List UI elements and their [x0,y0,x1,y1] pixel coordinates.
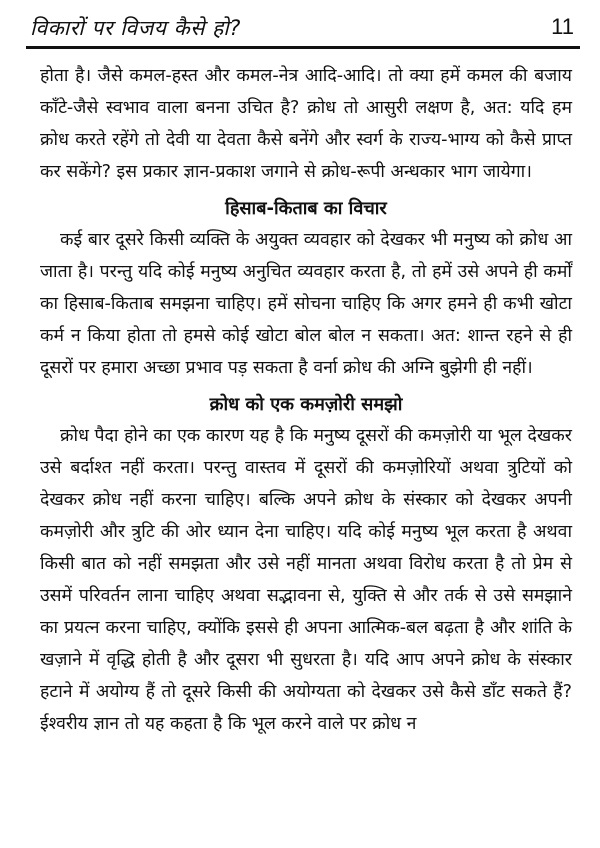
section-heading-hisab-kitab: हिसाब-किताब का विचार [225,198,387,219]
running-header [26,12,578,48]
paragraph-continuation: होता है। जैसे कमल-हस्त और कमल-नेत्र आदि-आदि। तो क्या हमें कमल की बजाय काँटे-जैसे स्वभाव वाला बनना उचित है? क्रोध तो आसुरी लक्षण है, अत: यदि हम क्रोध करते रहेंगे तो देवी या देवता कैसे बनेंगे और स्वर्ग के राज्य-भाग्य को कैसे प्राप्त कर सकेंगे? इस प्रकार ज्ञान-प्रकाश जगाने से क्रोध-रूपी अन्धकार भाग जायेगा। [40,66,572,182]
paragraph-hisab-kitab: कई बार दूसरे किसी व्यक्ति के अयुक्त व्यवहार को देखकर भी मनुष्य को क्रोध आ जाता है। परन्तु यदि कोई मनुष्य अनुचित व्यवहार करता है, तो हमें उसे अपने ही कर्मों का हिसाब-किताब समझना चाहिए। हमें सोचना चाहिए कि अगर हमने ही कभी खोटा कर्म न किया होता तो हमसे कोई खोटा बोल बोल न सकता। अत: शान्त रहने से ही दूसरों पर हमारा अच्छा प्रभाव पड़ सकता है वर्ना क्रोध की अग्नि बुझेगी ही नहीं। [40,230,572,378]
page-body [40,60,572,740]
header-divider [26,46,580,49]
paragraph-krodh-kamzori: क्रोध पैदा होने का एक कारण यह है कि मनुष्य दूसरों की कमज़ोरी या भूल देखकर उसे बर्दाश्त नहीं करता। परन्तु वास्तव में दूसरों की कमज़ोरियों अथवा त्रुटियों को देखकर क्रोध नहीं करना चाहिए। बल्कि अपने क्रोध के संस्कार को देखकर अपनी कमज़ोरी और त्रुटि की ओर ध्यान देना चाहिए। यदि कोई मनुष्य भूल करता है अथवा किसी बात को नहीं समझता और उसे नहीं मानता अथवा विरोध करता है तो प्रेम से उसमें परिवर्तन लाना चाहिए अथवा सद्भावना से, युक्ति से और तर्क से उसे समझाने का प्रयत्न करना चाहिए, क्योंकि इससे ही अपना आत्मिक-बल बढ़ता है और शांति के खज़ाने में वृद्धि होती है और दूसरा भी सुधरता है। यदि आप अपने क्रोध के संस्कार हटाने में अयोग्य हैं तो दूसरे किसी की अयोग्यता को देखकर उसे कैसे डाँट सकते हैं? ईश्वरीय ज्ञान तो यह कहता है कि भूल करने वाले पर क्रोध न [40,426,572,734]
section-heading-krodh-kamzori: क्रोध को एक कमज़ोरी समझो [209,394,403,415]
page-number: 11 [551,14,574,39]
running-header-title: विकारों पर विजय कैसे हो? [30,16,241,40]
